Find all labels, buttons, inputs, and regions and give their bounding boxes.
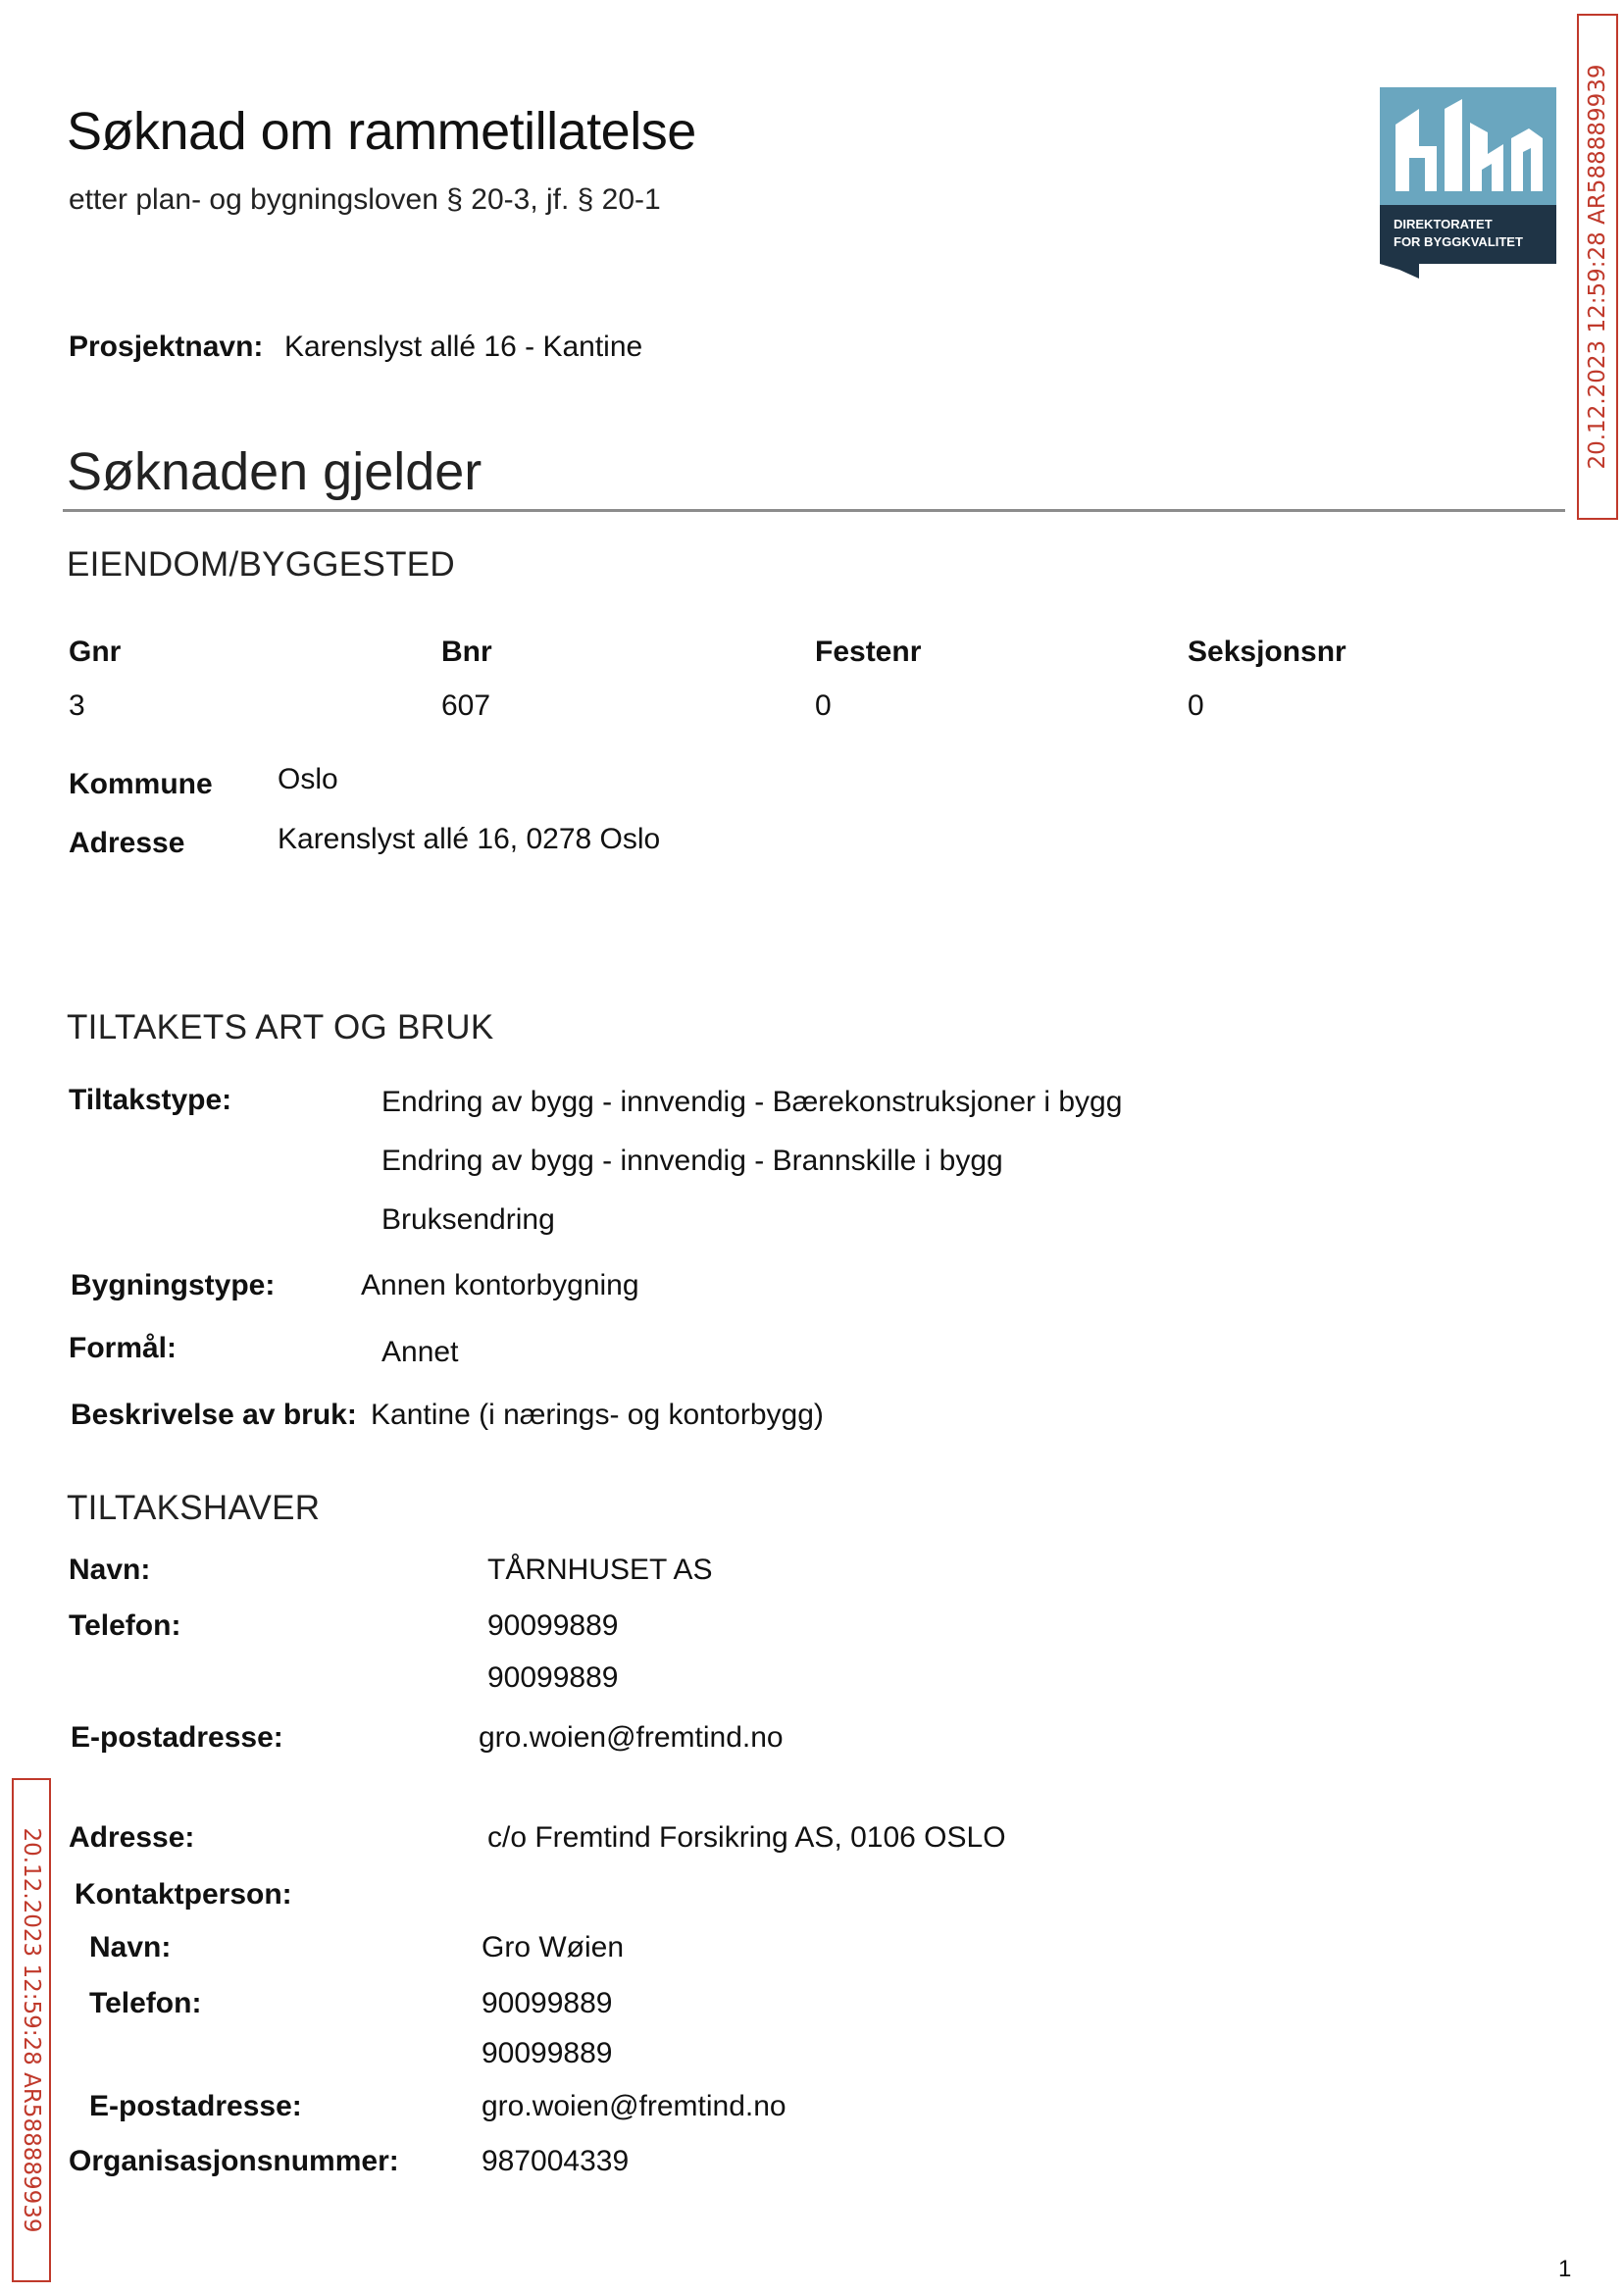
tiltak-heading: TILTAKETS ART OG BRUK: [67, 1008, 494, 1046]
kontakt-navn-label: Navn:: [89, 1931, 172, 1963]
section-heading: Søknaden gjelder: [67, 442, 482, 501]
seksjonsnr-value: 0: [1188, 689, 1204, 722]
kontakt-telefon-value: 90099889: [482, 1987, 613, 2019]
tiltakstype-item: Bruksendring: [381, 1203, 555, 1236]
project-name-value: Karenslyst allé 16 - Kantine: [284, 331, 643, 363]
kontakt-telefon-value: 90099889: [482, 2037, 613, 2069]
document-title: Søknad om rammetillatelse: [67, 102, 696, 161]
seksjonsnr-label: Seksjonsnr: [1188, 636, 1346, 668]
logo-text-line2: FOR BYGGKVALITET: [1394, 234, 1523, 249]
festenr-label: Festenr: [815, 636, 922, 668]
navn-value: TÅRNHUSET AS: [487, 1554, 713, 1586]
kommune-label: Kommune: [69, 768, 213, 800]
timestamp-stamp-top: [1577, 14, 1618, 520]
kontakt-epost-value: gro.woien@fremtind.no: [482, 2090, 787, 2122]
festenr-value: 0: [815, 689, 832, 722]
telefon-value: 90099889: [487, 1661, 619, 1694]
beskrivelse-value: Kantine (i nærings- og kontorbygg): [371, 1399, 824, 1431]
tiltakshaver-adresse-label: Adresse:: [69, 1821, 195, 1854]
bygningstype-label: Bygningstype:: [71, 1269, 276, 1301]
telefon-value: 90099889: [487, 1609, 619, 1642]
timestamp-stamp-bottom: [12, 1778, 51, 2282]
beskrivelse-label: Beskrivelse av bruk:: [71, 1399, 357, 1431]
bnr-value: 607: [441, 689, 491, 722]
tiltakstype-label: Tiltakstype:: [69, 1084, 232, 1116]
stamp-text: 20.12.2023 12:59:28 AR588889939: [1585, 64, 1610, 470]
kontakt-telefon-label: Telefon:: [89, 1987, 202, 2019]
page-number: 1: [1558, 2256, 1572, 2282]
formal-label: Formål:: [69, 1332, 178, 1364]
dibk-logo: [1380, 87, 1556, 279]
logo-text-line1: DIREKTORATET: [1394, 217, 1493, 231]
epost-value: gro.woien@fremtind.no: [479, 1721, 784, 1754]
project-name-label: Prosjektnavn:: [69, 331, 264, 363]
tiltakshaver-heading: TILTAKSHAVER: [67, 1489, 321, 1527]
document-subtitle: etter plan- og bygningsloven § 20-3, jf. § 20-1: [69, 183, 661, 216]
adresse-label: Adresse: [69, 827, 185, 859]
kontakt-navn-value: Gro Wøien: [482, 1931, 625, 1963]
stamp-text: 20.12.2023 12:59:28 AR588889939: [19, 1827, 44, 2233]
navn-label: Navn:: [69, 1554, 151, 1586]
kommune-value: Oslo: [278, 763, 338, 795]
tiltakstype-item: Endring av bygg - innvendig - Brannskille i bygg: [381, 1145, 1003, 1177]
bygningstype-value: Annen kontorbygning: [361, 1269, 639, 1301]
bnr-label: Bnr: [441, 636, 492, 668]
epost-label: E-postadresse:: [71, 1721, 283, 1754]
tiltakstype-item: Endring av bygg - innvendig - Bærekonstruksjoner i bygg: [381, 1086, 1123, 1118]
kontakt-epost-label: E-postadresse:: [89, 2090, 302, 2122]
orgnr-value: 987004339: [482, 2145, 630, 2177]
gnr-value: 3: [69, 689, 85, 722]
orgnr-label: Organisasjonsnummer:: [69, 2145, 399, 2177]
gnr-label: Gnr: [69, 636, 122, 668]
telefon-label: Telefon:: [69, 1609, 181, 1642]
tiltakshaver-adresse-value: c/o Fremtind Forsikring AS, 0106 OSLO: [487, 1821, 1006, 1854]
formal-value: Annet: [381, 1336, 459, 1368]
kontaktperson-label: Kontaktperson:: [75, 1878, 292, 1911]
section-divider: [63, 509, 1565, 512]
property-heading: EIENDOM/BYGGESTED: [67, 545, 455, 584]
adresse-value: Karenslyst allé 16, 0278 Oslo: [278, 823, 661, 855]
